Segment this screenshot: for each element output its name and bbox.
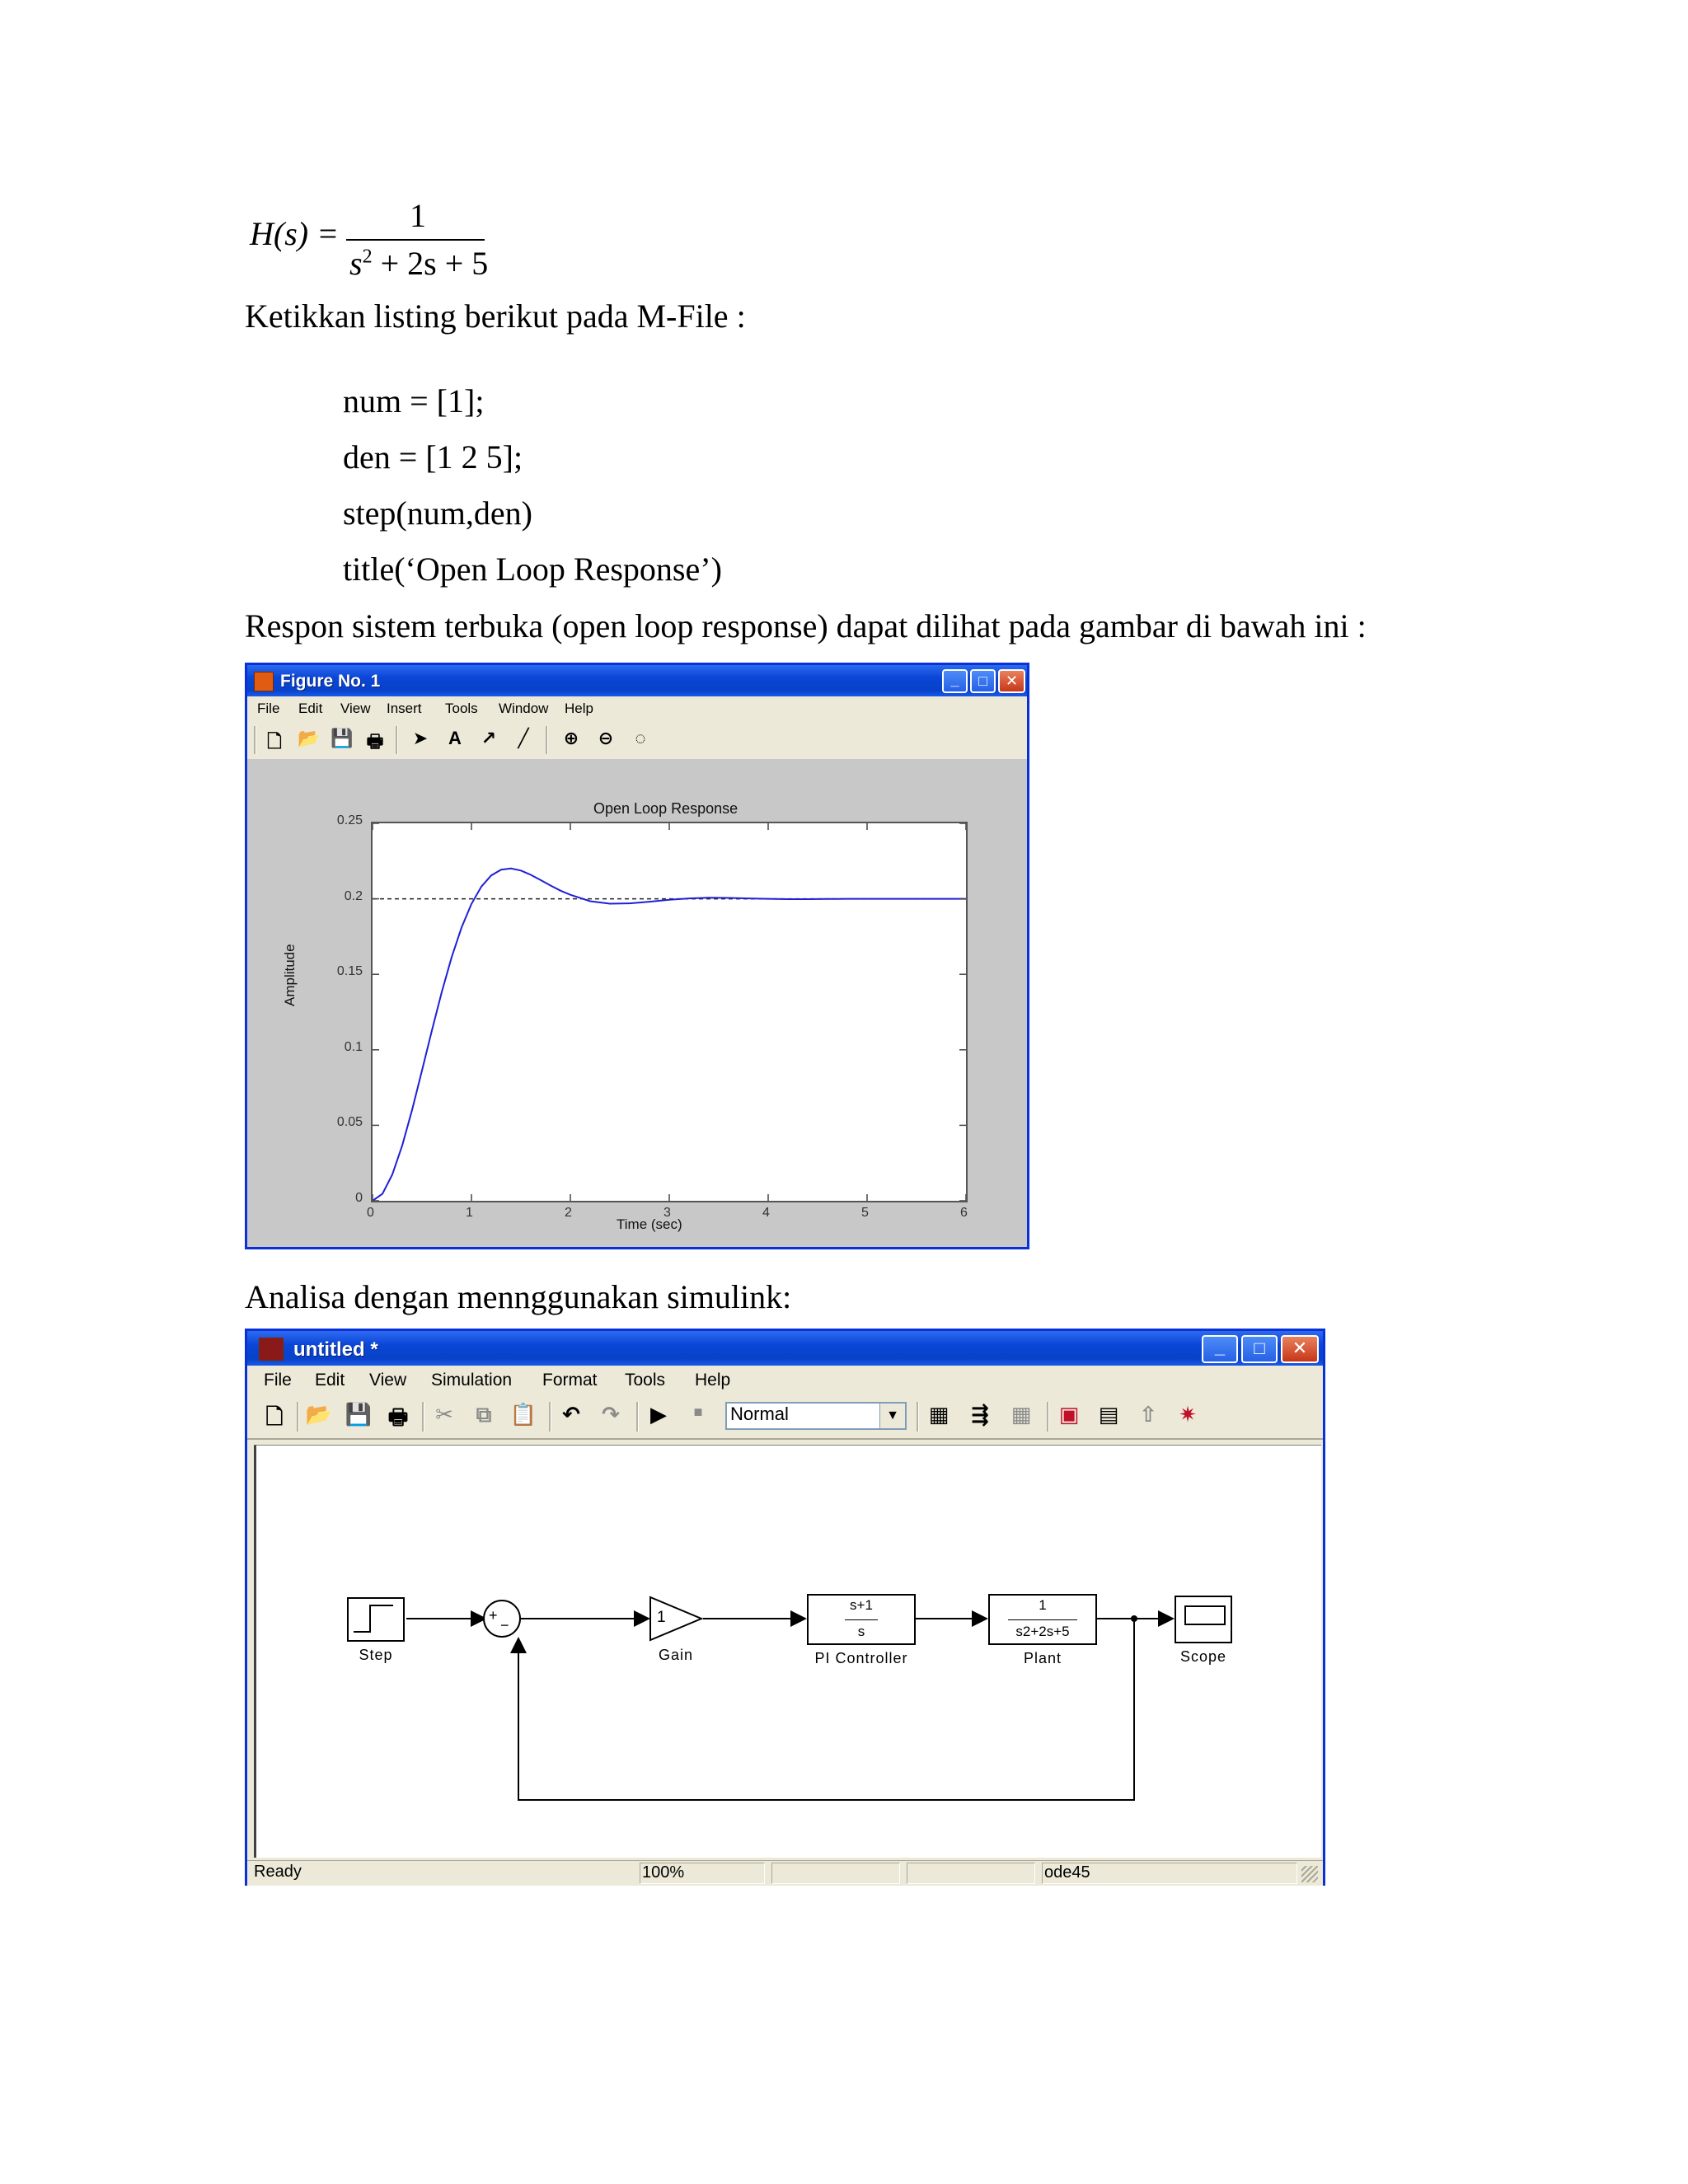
ytick-label: 0.2	[344, 888, 363, 903]
pi-controller-block[interactable]	[807, 1594, 916, 1645]
toolbar-separator	[297, 1402, 299, 1432]
sum-block[interactable]	[484, 1601, 520, 1637]
minimize-button[interactable]: _	[942, 669, 968, 693]
toolbar-grip	[254, 726, 256, 754]
pi-controller-label: PI Controller	[814, 1650, 908, 1666]
menu-tools[interactable]: Tools	[445, 701, 478, 716]
xtick-label: 6	[960, 1206, 968, 1220]
save-icon[interactable]: 💾	[331, 728, 354, 748]
simulink-titlebar[interactable]	[247, 1331, 1323, 1366]
model-explorer-icon[interactable]: ▤	[1098, 1402, 1119, 1427]
model-canvas[interactable]	[254, 1445, 1321, 1858]
code-line-1: num = [1];	[343, 382, 485, 419]
y-axis-label: Amplitude	[282, 944, 298, 1006]
sum-plus-sign: +	[489, 1607, 499, 1624]
figure-window	[245, 663, 1029, 1249]
axis-tick-marks	[373, 823, 966, 1201]
ytick-label: 0.05	[336, 1115, 363, 1130]
matlab-logo-icon	[254, 672, 274, 691]
menu-edit[interactable]: Edit	[315, 1371, 345, 1390]
menu-view[interactable]: View	[369, 1371, 407, 1390]
xtick-label: 0	[367, 1206, 374, 1220]
minimize-button[interactable]: _	[1202, 1335, 1238, 1363]
paragraph-intro: Ketikkan listing berikut pada M-File :	[245, 298, 746, 335]
print-icon[interactable]: 🖶	[387, 1404, 409, 1429]
figure-menubar	[247, 696, 1027, 722]
simulink-statusbar	[247, 1860, 1323, 1886]
xtick-label: 5	[861, 1206, 869, 1220]
simulink-window	[245, 1329, 1325, 1886]
arrow-line-icon[interactable]: ↗	[481, 728, 497, 748]
stop-simulation-icon[interactable]: ■	[693, 1404, 703, 1420]
figure-window-title: Figure No. 1	[280, 672, 381, 691]
ytick-label: 0.1	[344, 1039, 363, 1054]
print-icon[interactable]: 🖶	[366, 731, 384, 752]
resize-grip-icon[interactable]	[1301, 1866, 1318, 1882]
pi-numerator: s+1	[850, 1597, 873, 1613]
plant-fraction-bar	[1008, 1619, 1077, 1620]
open-folder-icon[interactable]: 📂	[305, 1402, 333, 1427]
simulation-mode-select[interactable]	[725, 1402, 907, 1430]
cut-icon[interactable]: ✂	[435, 1402, 453, 1427]
equation-lhs: H(s) =	[250, 215, 340, 252]
x-axis-label: Time (sec)	[617, 1216, 682, 1232]
plant-block[interactable]	[988, 1594, 1097, 1645]
code-line-4: title(‘Open Loop Response’)	[343, 551, 722, 588]
step-block-label: Step	[359, 1647, 393, 1663]
plant-denominator: s2+2s+5	[1015, 1624, 1070, 1639]
status-zoom: 100%	[640, 1863, 765, 1884]
ytick-label: 0	[355, 1191, 363, 1205]
xtick-label: 1	[466, 1206, 473, 1220]
figure-toolbar	[247, 721, 1027, 761]
gain-block[interactable]	[649, 1597, 703, 1640]
status-cell-4	[907, 1863, 1035, 1884]
new-model-icon[interactable]: 🗋	[265, 1404, 284, 1429]
gain-value: 1	[657, 1609, 667, 1626]
redo-icon[interactable]: ↷	[602, 1402, 620, 1427]
scope-label: Scope	[1179, 1648, 1227, 1665]
debug-icon[interactable]: ✷	[1179, 1402, 1197, 1427]
den-s: s	[349, 245, 363, 282]
toolbar-separator	[1047, 1402, 1049, 1432]
plot-svg	[373, 823, 966, 1201]
menu-file[interactable]: File	[264, 1371, 292, 1390]
code-line-2: den = [1 2 5];	[343, 438, 523, 476]
figure-titlebar[interactable]	[247, 665, 1027, 696]
paragraph-response: Respon sistem terbuka (open loop response) dapat dilihat pada gambar di bawah ini :	[245, 607, 1367, 644]
toolbar-separator	[546, 726, 548, 754]
xtick-label: 3	[663, 1206, 671, 1220]
close-button[interactable]: ✕	[998, 669, 1025, 693]
update-icon[interactable]: ⇶	[971, 1402, 989, 1427]
menu-view[interactable]: View	[340, 701, 371, 716]
menu-file[interactable]: File	[257, 701, 280, 716]
text-a-icon[interactable]: A	[448, 728, 462, 748]
den-rest: + 2s + 5	[380, 245, 489, 282]
status-cell-3	[771, 1863, 900, 1884]
ytick-label: 0.15	[336, 964, 363, 979]
zoom-in-icon[interactable]: ⊕	[563, 728, 579, 748]
gain-block-label: Gain	[658, 1647, 694, 1663]
equation-fraction-bar	[346, 239, 485, 241]
simulink-toolbar	[247, 1395, 1323, 1440]
status-solver: ode45	[1042, 1863, 1297, 1884]
simulink-logo-icon	[259, 1338, 284, 1361]
toolbar-separator	[396, 726, 398, 754]
den-exp: 2	[362, 246, 373, 268]
pi-fraction-bar	[845, 1619, 878, 1620]
build-icon[interactable]: ▦	[928, 1402, 950, 1427]
new-file-icon[interactable]: 🗋	[267, 731, 282, 752]
simulink-window-title: untitled *	[293, 1338, 378, 1361]
plot-axes[interactable]	[371, 822, 968, 1202]
step-response-line	[373, 869, 966, 1201]
save-icon[interactable]: 💾	[345, 1402, 373, 1427]
copy-icon[interactable]: ⧉	[476, 1402, 492, 1427]
toolbar-separator	[917, 1402, 919, 1432]
close-button[interactable]: ✕	[1281, 1335, 1319, 1363]
plant-numerator: 1	[1039, 1597, 1047, 1613]
ytick-label: 0.25	[336, 813, 363, 827]
code-line-3: step(num,den)	[343, 494, 532, 532]
toolbar-separator	[636, 1402, 639, 1432]
menu-edit[interactable]: Edit	[298, 701, 323, 716]
library-browser-icon[interactable]: ▣	[1058, 1402, 1080, 1427]
line-icon[interactable]: ╱	[518, 728, 529, 748]
start-simulation-icon[interactable]: ▶	[650, 1402, 667, 1427]
undo-icon[interactable]: ↶	[562, 1402, 580, 1427]
equation-denominator	[349, 244, 488, 283]
arrow-pointer-icon[interactable]: ➤	[412, 728, 429, 748]
status-state: Ready	[254, 1863, 302, 1881]
figure-canvas	[247, 759, 1027, 1247]
simulink-menubar	[247, 1366, 1323, 1396]
maximize-button[interactable]: □	[1241, 1335, 1278, 1363]
menu-help[interactable]: Help	[695, 1371, 731, 1390]
xtick-label: 2	[565, 1206, 572, 1220]
build-subsystem-icon[interactable]: ▦	[1010, 1402, 1032, 1427]
scope-screen-icon	[1184, 1605, 1226, 1625]
paste-icon[interactable]: 📋	[509, 1402, 537, 1427]
xtick-label: 4	[762, 1206, 770, 1220]
menu-help[interactable]: Help	[565, 701, 593, 716]
toolbar-separator	[422, 1402, 424, 1432]
go-to-parent-icon[interactable]: ⇧	[1139, 1402, 1157, 1427]
chart-title: Open Loop Response	[593, 800, 738, 817]
open-folder-icon[interactable]: 📂	[298, 728, 321, 748]
sum-minus-sign: −	[500, 1617, 510, 1633]
paragraph-simulink: Analisa dengan mennggunakan simulink:	[245, 1278, 792, 1315]
equation-numerator: 1	[410, 197, 426, 234]
menu-format[interactable]: Format	[542, 1371, 598, 1390]
pi-denominator: s	[857, 1624, 865, 1639]
scope-block[interactable]	[1175, 1596, 1232, 1643]
menu-simulation[interactable]: Simulation	[431, 1371, 513, 1390]
zoom-out-icon[interactable]: ⊖	[598, 728, 614, 748]
chevron-down-icon[interactable]: ▼	[879, 1404, 905, 1428]
plant-label: Plant	[1023, 1650, 1062, 1666]
toolbar-separator	[549, 1402, 551, 1432]
menu-insert[interactable]: Insert	[387, 701, 422, 716]
menu-window[interactable]: Window	[499, 701, 549, 716]
rotate-icon[interactable]: ◌	[635, 728, 646, 748]
maximize-button[interactable]: □	[970, 669, 996, 693]
menu-tools[interactable]: Tools	[625, 1371, 666, 1390]
simulation-mode-value: Normal	[730, 1404, 789, 1424]
step-block[interactable]	[347, 1597, 405, 1642]
feedback-signal	[518, 1619, 1134, 1800]
